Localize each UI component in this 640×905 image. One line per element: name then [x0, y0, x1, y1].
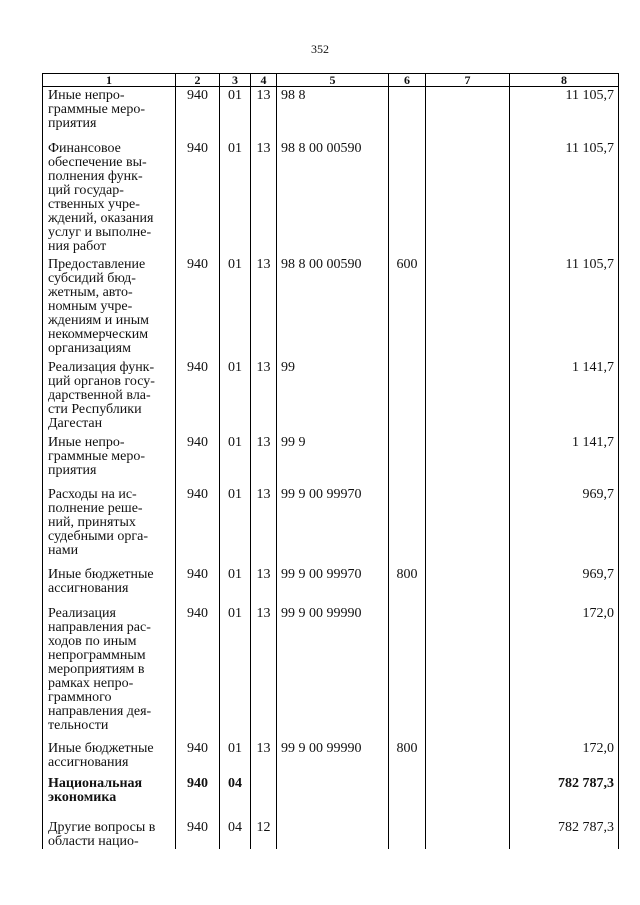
cell-csr: 98 8 00 00590: [277, 256, 389, 359]
header-col-1: 1: [43, 74, 176, 87]
cell-vr: [389, 359, 426, 434]
cell-rz: 01: [220, 486, 251, 566]
cell-pr: 13: [251, 486, 277, 566]
table-row: [43, 605, 619, 740]
cell-gr: 940: [176, 486, 220, 566]
cell-col7: [426, 87, 510, 140]
header-col-5: 5: [277, 74, 389, 87]
cell-pr: 12: [251, 819, 277, 849]
cell-col7: [426, 775, 510, 819]
cell-sum: 969,7: [510, 566, 619, 605]
cell-pr: 13: [251, 740, 277, 775]
cell-pr: 13: [251, 87, 277, 140]
cell-col7: [426, 819, 510, 849]
cell-csr: 99 9 00 99990: [277, 605, 389, 740]
cell-rz: 04: [220, 819, 251, 849]
budget-table: [42, 73, 619, 849]
cell-csr: 98 8: [277, 87, 389, 140]
table-row: [43, 434, 619, 486]
cell-vr: [389, 140, 426, 256]
cell-vr: 600: [389, 256, 426, 359]
header-col-3: 3: [220, 74, 251, 87]
cell-csr: 99 9 00 99970: [277, 486, 389, 566]
cell-csr: 99: [277, 359, 389, 434]
cell-pr: 13: [251, 359, 277, 434]
cell-csr: 98 8 00 00590: [277, 140, 389, 256]
cell-rz: 04: [220, 775, 251, 819]
cell-sum: 1 141,7: [510, 434, 619, 486]
cell-vr: [389, 434, 426, 486]
cell-vr: 800: [389, 566, 426, 605]
header-col-8: 8: [510, 74, 619, 87]
cell-name: Иные непро- граммные меро- приятия: [43, 87, 176, 140]
cell-gr: 940: [176, 434, 220, 486]
cell-pr: 13: [251, 256, 277, 359]
cell-csr: 99 9: [277, 434, 389, 486]
cell-col7: [426, 486, 510, 566]
cell-gr: 940: [176, 87, 220, 140]
cell-rz: 01: [220, 566, 251, 605]
cell-vr: 800: [389, 740, 426, 775]
cell-vr: [389, 87, 426, 140]
cell-name: Предоставление субсидий бюд- жетным, авто- номным учре- ждениям и иным некоммерческим организациям: [43, 256, 176, 359]
cell-rz: 01: [220, 87, 251, 140]
cell-col7: [426, 434, 510, 486]
cell-name: Реализация направления рас- ходов по иным непрограммным мероприятиям в рамках непро- граммного направления дея- тельности: [43, 605, 176, 740]
cell-rz: 01: [220, 140, 251, 256]
cell-sum: 1 141,7: [510, 359, 619, 434]
cell-csr: [277, 819, 389, 849]
cell-name: Финансовое обеспечение вы- полнения функ- ций государ- ственных учре- ждений, оказания услуг и выполне- ния работ: [43, 140, 176, 256]
table-body: [43, 87, 619, 849]
table-row: [43, 819, 619, 849]
cell-csr: 99 9 00 99970: [277, 566, 389, 605]
header-col-6: 6: [389, 74, 426, 87]
cell-sum: 172,0: [510, 740, 619, 775]
cell-rz: 01: [220, 359, 251, 434]
cell-gr: 940: [176, 605, 220, 740]
table-row: [43, 566, 619, 605]
cell-vr: [389, 605, 426, 740]
cell-csr: 99 9 00 99990: [277, 740, 389, 775]
cell-gr: 940: [176, 775, 220, 819]
cell-pr: 13: [251, 566, 277, 605]
table-row: [43, 775, 619, 819]
cell-col7: [426, 359, 510, 434]
cell-name: Иные бюджетные ассигнования: [43, 740, 176, 775]
cell-name: Реализация функ- ций органов госу- дарственной вла- сти Республики Дагестан: [43, 359, 176, 434]
cell-vr: [389, 775, 426, 819]
cell-rz: 01: [220, 256, 251, 359]
table-row: [43, 359, 619, 434]
cell-name: Другие вопросы в области нацио-: [43, 819, 176, 849]
cell-rz: 01: [220, 605, 251, 740]
cell-col7: [426, 566, 510, 605]
table-row: [43, 256, 619, 359]
page-number: 352: [311, 42, 329, 56]
table-row: [43, 740, 619, 775]
header-row: [43, 74, 619, 87]
cell-rz: 01: [220, 434, 251, 486]
header-col-7: 7: [426, 74, 510, 87]
cell-gr: 940: [176, 256, 220, 359]
cell-pr: 13: [251, 140, 277, 256]
cell-name: Расходы на ис- полнение реше- ний, принятых судебными орга- нами: [43, 486, 176, 566]
table-row: [43, 140, 619, 256]
cell-col7: [426, 140, 510, 256]
cell-name: Иные бюджетные ассигнования: [43, 566, 176, 605]
cell-gr: 940: [176, 740, 220, 775]
cell-gr: 940: [176, 140, 220, 256]
cell-col7: [426, 605, 510, 740]
header-col-2: 2: [176, 74, 220, 87]
cell-col7: [426, 256, 510, 359]
cell-sum: 11 105,7: [510, 87, 619, 140]
cell-col7: [426, 740, 510, 775]
cell-gr: 940: [176, 566, 220, 605]
cell-sum: 172,0: [510, 605, 619, 740]
cell-sum: 782 787,3: [510, 819, 619, 849]
cell-sum: 969,7: [510, 486, 619, 566]
cell-sum: 782 787,3: [510, 775, 619, 819]
cell-pr: 13: [251, 605, 277, 740]
cell-csr: [277, 775, 389, 819]
cell-sum: 11 105,7: [510, 140, 619, 256]
cell-name: Иные непро- граммные меро- приятия: [43, 434, 176, 486]
cell-vr: [389, 486, 426, 566]
cell-rz: 01: [220, 740, 251, 775]
cell-pr: 13: [251, 434, 277, 486]
cell-pr: [251, 775, 277, 819]
cell-vr: [389, 819, 426, 849]
header-col-4: 4: [251, 74, 277, 87]
cell-name: Национальная экономика: [43, 775, 176, 819]
cell-gr: 940: [176, 359, 220, 434]
table-row: [43, 87, 619, 140]
table-row: [43, 486, 619, 566]
cell-gr: 940: [176, 819, 220, 849]
cell-sum: 11 105,7: [510, 256, 619, 359]
